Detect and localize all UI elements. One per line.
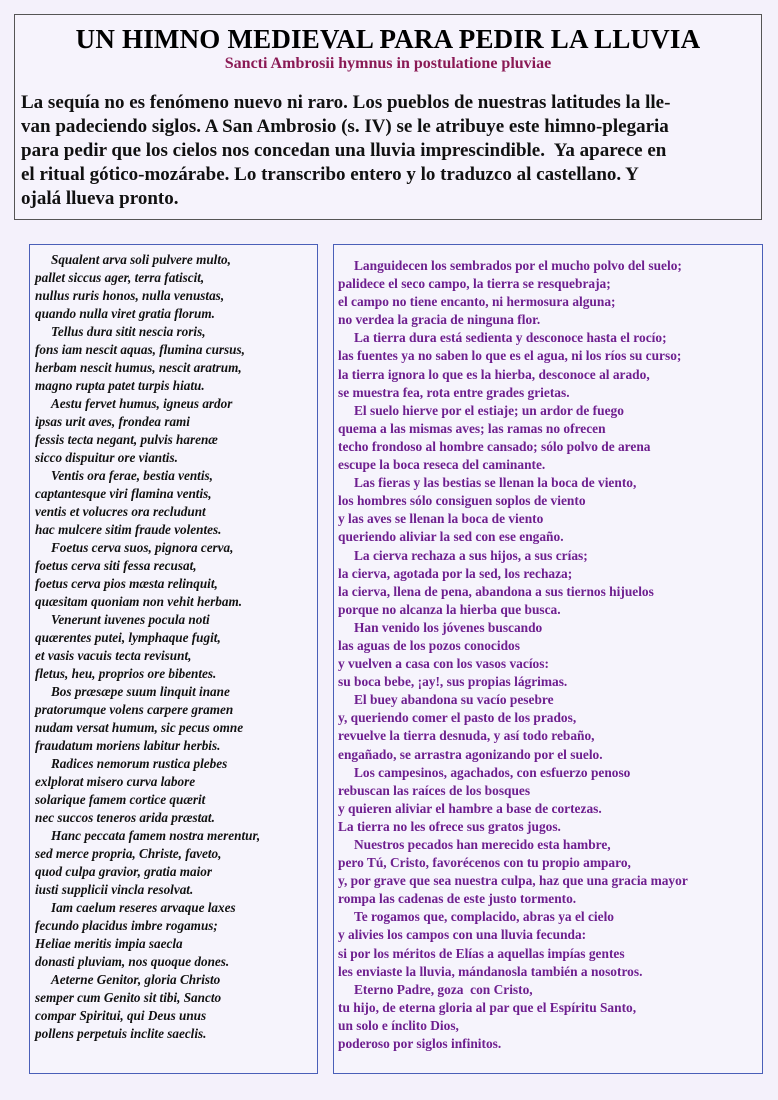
stanza-line: quod culpa gravior, gratia maior bbox=[35, 864, 212, 879]
stanza-line: quæsitam quoniam non vehit herbam. bbox=[35, 594, 243, 609]
stanza-line: pero Tú, Cristo, favorécenos con tu propio amparo, bbox=[338, 855, 631, 871]
stanza-line: herbam nescit humus, nescit aratrum, bbox=[35, 360, 242, 375]
stanza-line: La cierva rechaza a sus hijos, a sus crías; bbox=[354, 547, 588, 563]
stanza-line: La tierra dura está sedienta y desconoce hasta el rocío; bbox=[354, 330, 667, 346]
stanza-line: compar Spiritui, qui Deus unus bbox=[35, 1008, 207, 1023]
stanza-line: pallet siccus ager, terra fatiscit, bbox=[35, 270, 205, 285]
stanza-line: foetus cerva siti fessa recusat, bbox=[35, 558, 197, 573]
stanza-line: pratorumque volens carpere gramen bbox=[35, 702, 234, 717]
stanza-line: pollens perpetuis inclite saeclis. bbox=[35, 1026, 207, 1041]
stanza-line: Venerunt iuvenes pocula noti bbox=[51, 612, 210, 627]
stanza-line: exlplorat misero curva labore bbox=[35, 774, 196, 789]
stanza-line: escupe la boca reseca del caminante. bbox=[338, 457, 546, 473]
intro-line: van padeciendo siglos. A San Ambrosio (s. IV) se le atribuye este himno-plegaria bbox=[21, 116, 669, 137]
stanza-line: fessis tecta negant, pulvis harenæ bbox=[35, 432, 218, 447]
stanza-line: palidece el seco campo, la tierra se resquebraja; bbox=[338, 276, 611, 292]
stanza-line: se muestra fea, rota entre grades grietas. bbox=[338, 384, 570, 400]
intro-line: para pedir que los cielos nos concedan una lluvia imprescindible. Ya aparece en bbox=[21, 140, 667, 161]
stanza-line: sicco dispuitur ore viantis. bbox=[35, 450, 178, 465]
stanza-line: quema a las mismas aves; las ramas no ofrecen bbox=[338, 420, 606, 436]
stanza-line: foetus cerva pios mæsta relinquit, bbox=[35, 576, 218, 591]
latin-hymn-column bbox=[29, 244, 318, 1074]
stanza-line: Nuestros pecados han merecido esta hambre, bbox=[354, 837, 611, 852]
stanza-line: ventis et volucres ora recludunt bbox=[35, 504, 206, 519]
stanza-line: revuelve la tierra desnuda, y así todo rebaño, bbox=[338, 728, 595, 744]
stanza-line: su boca bebe, ¡ay!, sus propias lágrimas. bbox=[338, 674, 568, 690]
stanza-line: el campo no tiene encanto, ni hermosura alguna; bbox=[338, 294, 616, 310]
stanza-line: y las aves se llenan la boca de viento bbox=[338, 511, 544, 527]
stanza-line: queriendo aliviar la sed con ese engaño. bbox=[338, 529, 564, 545]
stanza-line: Squalent arva soli pulvere multo, bbox=[51, 252, 231, 267]
stanza-line: Han venido los jóvenes buscando bbox=[354, 619, 543, 635]
latin-hymn-text bbox=[30, 245, 317, 1043]
stanza-line: ipsas urit aves, frondea rami bbox=[35, 414, 190, 429]
stanza-line: Te rogamos que, complacido, abras ya el cielo bbox=[354, 909, 614, 925]
stanza-line: semper cum Genito sit tibi, Sancto bbox=[35, 990, 222, 1005]
stanza-line: techo frondoso al hombre cansado; sólo polvo de arena bbox=[338, 438, 651, 454]
stanza-line: fraudatum moriens labitur herbis. bbox=[35, 738, 221, 753]
stanza-line: rompa las cadenas de este justo tormento. bbox=[338, 891, 577, 907]
stanza-line: Tellus dura sitit nescia roris, bbox=[51, 324, 206, 339]
stanza-line: fons iam nescit aquas, flumina cursus, bbox=[35, 342, 245, 357]
stanza-line: iusti supplicii vincla resolvat. bbox=[35, 882, 194, 897]
stanza-line: nec succos teneros arida præstat. bbox=[35, 810, 215, 825]
stanza-line: la tierra ignora lo que es la hierba, desconoce al arado, bbox=[338, 366, 650, 382]
stanza-line: los hombres sólo consiguen soplos de viento bbox=[338, 493, 586, 509]
stanza-line: fecundo placidus imbre rogamus; bbox=[35, 918, 218, 933]
stanza-line: La tierra no les ofrece sus gratos jugos. bbox=[338, 818, 561, 834]
stanza-line: engañado, se arrastra agonizando por el suelo. bbox=[338, 746, 603, 762]
stanza-line: Aeterne Genitor, gloria Christo bbox=[51, 972, 221, 987]
stanza-line: Hanc peccata famem nostra merentur, bbox=[51, 828, 261, 843]
stanza-line: El suelo hierve por el estiaje; un ardor de fuego bbox=[354, 402, 624, 418]
stanza-line: y quieren aliviar el hambre a base de cortezas. bbox=[338, 800, 602, 816]
stanza-line: si por los méritos de Elías a aquellas impías gentes bbox=[338, 945, 625, 961]
stanza-line: donasti pluviam, nos quoque dones. bbox=[35, 954, 230, 969]
stanza-line: y alivies los campos con una lluvia fecunda: bbox=[338, 927, 587, 943]
stanza-line: Ventis ora ferae, bestia ventis, bbox=[51, 468, 213, 483]
header-box bbox=[14, 14, 762, 220]
intro-line: ojalá llueva pronto. bbox=[21, 188, 179, 209]
stanza-line: Eterno Padre, goza con Cristo, bbox=[354, 981, 533, 997]
stanza-line: Languidecen los sembrados por el mucho polvo del suelo; bbox=[354, 258, 682, 273]
stanza-line: porque no alcanza la hierba que busca. bbox=[338, 601, 561, 617]
stanza-line: quærentes putei, lymphaque fugit, bbox=[35, 630, 221, 645]
stanza-line: nullus ruris honos, nulla venustas, bbox=[35, 288, 225, 303]
stanza-line: la cierva, agotada por la sed, los rechaza; bbox=[338, 565, 573, 581]
spanish-translation-column bbox=[333, 244, 763, 1074]
stanza-line: las fuentes ya no saben lo que es el agua, ni los ríos su curso; bbox=[338, 348, 682, 364]
stanza-line: Radices nemorum rustica plebes bbox=[51, 756, 228, 771]
stanza-line: un solo e ínclito Dios, bbox=[338, 1017, 459, 1033]
stanza-line: sed merce propria, Christe, faveto, bbox=[35, 846, 222, 861]
intro-line: el ritual gótico-mozárabe. Lo transcribo entero y lo traduzco al castellano. Y bbox=[21, 164, 639, 185]
stanza-line: Aestu fervet humus, igneus ardor bbox=[51, 396, 233, 411]
stanza-line: fletus, heu, proprios ore bibentes. bbox=[35, 666, 217, 681]
stanza-line: magno rupta patet turpis hiatu. bbox=[35, 378, 205, 393]
intro-paragraph bbox=[21, 91, 751, 211]
stanza-line: Foetus cerva suos, pignora cerva, bbox=[51, 540, 234, 555]
stanza-line: hac mulcere sitim fraude volentes. bbox=[35, 522, 222, 537]
stanza-line: quando nulla viret gratia florum. bbox=[35, 306, 215, 321]
stanza-line: et vasis vacuis tecta revisunt, bbox=[35, 648, 192, 663]
stanza-line: nudam versat humum, sic pecus omne bbox=[35, 720, 244, 735]
stanza-line: y vuelven a casa con los vasos vacíos: bbox=[338, 656, 549, 672]
stanza-line: rebuscan las raíces de los bosques bbox=[338, 782, 531, 798]
stanza-line: la cierva, llena de pena, abandona a sus tiernos hijuelos bbox=[338, 583, 654, 599]
stanza-line: Heliae meritis impia saecla bbox=[35, 936, 183, 951]
stanza-line: tu hijo, de eterna gloria al par que el Espíritu Santo, bbox=[338, 999, 637, 1015]
stanza-line: no verdea la gracia de ninguna flor. bbox=[338, 312, 541, 328]
stanza-line: les enviaste la lluvia, mándanosla también a nosotros. bbox=[338, 963, 643, 979]
intro-line: La sequía no es fenómeno nuevo ni raro. Los pueblos de nuestras latitudes la lle- bbox=[21, 92, 671, 113]
stanza-line: poderoso por siglos infinitos. bbox=[338, 1036, 502, 1052]
stanza-line: solarique famem cortice quærit bbox=[35, 792, 206, 807]
stanza-line: las aguas de los pozos conocidos bbox=[338, 637, 520, 653]
spanish-translation-text bbox=[334, 245, 762, 1053]
page-title: UN HIMNO MEDIEVAL PARA PEDIR LA LLUVIA bbox=[75, 24, 701, 54]
stanza-line: Bos præsæpe suum linquit inane bbox=[51, 684, 230, 699]
stanza-line: Iam caelum reseres arvaque laxes bbox=[51, 900, 236, 915]
stanza-line: y, por grave que sea nuestra culpa, haz que una gracia mayor bbox=[338, 873, 688, 889]
stanza-line: El buey abandona su vacío pesebre bbox=[354, 692, 554, 708]
stanza-line: y, queriendo comer el pasto de los prados, bbox=[338, 710, 577, 726]
stanza-line: Los campesinos, agachados, con esfuerzo penoso bbox=[354, 764, 631, 780]
stanza-line: Las fieras y las bestias se llenan la boca de viento, bbox=[354, 475, 637, 491]
stanza-line: captantesque viri flamina ventis, bbox=[35, 486, 212, 501]
page-subtitle: Sancti Ambrosii hymnus in postulatione pluviae bbox=[224, 55, 552, 72]
